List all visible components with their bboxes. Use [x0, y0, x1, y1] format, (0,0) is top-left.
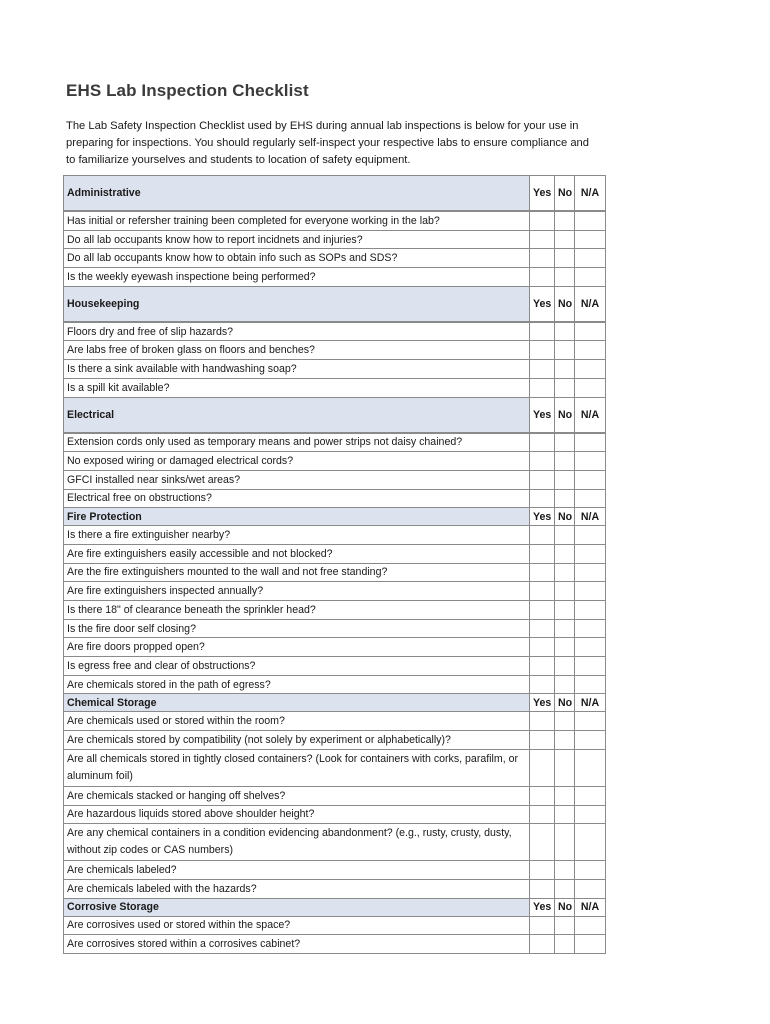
- section-title: Fire Protection: [64, 508, 530, 526]
- no-checkbox-cell[interactable]: [555, 582, 575, 601]
- yes-checkbox-cell[interactable]: [530, 786, 555, 805]
- no-checkbox-cell[interactable]: [555, 657, 575, 676]
- no-checkbox-cell[interactable]: [555, 341, 575, 360]
- yes-checkbox-cell[interactable]: [530, 601, 555, 620]
- checklist-item-row: [64, 470, 606, 489]
- na-checkbox-cell[interactable]: [575, 657, 606, 676]
- na-checkbox-cell[interactable]: [575, 861, 606, 880]
- yes-column-header: Yes: [530, 508, 555, 526]
- page-title: EHS Lab Inspection Checklist: [66, 81, 309, 100]
- no-checkbox-cell[interactable]: [555, 563, 575, 582]
- no-checkbox-cell[interactable]: [555, 249, 575, 268]
- checklist-item-row: [64, 526, 606, 545]
- no-checkbox-cell[interactable]: [555, 731, 575, 750]
- na-checkbox-cell[interactable]: [575, 563, 606, 582]
- checklist-question: Do all lab occupants know how to report incidnets and injuries?: [64, 230, 530, 249]
- checklist-item-row: [64, 601, 606, 620]
- checklist-item-row: [64, 268, 606, 287]
- checklist-item-row: [64, 230, 606, 249]
- checklist-item-row: [64, 378, 606, 397]
- yes-checkbox-cell[interactable]: [530, 544, 555, 563]
- na-checkbox-cell[interactable]: [575, 786, 606, 805]
- na-checkbox-cell[interactable]: [575, 712, 606, 731]
- checklist-item-row: [64, 749, 606, 786]
- no-checkbox-cell[interactable]: [555, 433, 575, 452]
- na-checkbox-cell[interactable]: [575, 470, 606, 489]
- checklist-question: Are hazardous liquids stored above shoulder height?: [64, 805, 530, 824]
- no-checkbox-cell[interactable]: [555, 526, 575, 545]
- na-checkbox-cell[interactable]: [575, 916, 606, 935]
- checklist-question: Extension cords only used as temporary means and power strips not daisy chained?: [64, 433, 530, 452]
- yes-checkbox-cell[interactable]: [530, 249, 555, 268]
- no-checkbox-cell[interactable]: [555, 230, 575, 249]
- na-checkbox-cell[interactable]: [575, 489, 606, 508]
- checklist-item-row: [64, 563, 606, 582]
- inspection-checklist-table: [63, 175, 606, 954]
- checklist-item-row: [64, 916, 606, 935]
- na-checkbox-cell[interactable]: [575, 452, 606, 471]
- na-checkbox-cell[interactable]: [575, 526, 606, 545]
- checklist-item-row: [64, 619, 606, 638]
- no-checkbox-cell[interactable]: [555, 712, 575, 731]
- no-column-header: No: [555, 694, 575, 712]
- checklist-question: Are any chemical containers in a condition evidencing abandonment? (e.g., rusty, crusty, dusty, without zip codes or CAS numbers): [64, 824, 530, 861]
- checklist-question: GFCI installed near sinks/wet areas?: [64, 470, 530, 489]
- no-checkbox-cell[interactable]: [555, 489, 575, 508]
- yes-checkbox-cell[interactable]: [530, 935, 555, 954]
- checklist-question: Do all lab occupants know how to obtain info such as SOPs and SDS?: [64, 249, 530, 268]
- checklist-item-row: [64, 786, 606, 805]
- no-column-header: No: [555, 286, 575, 322]
- na-checkbox-cell[interactable]: [575, 731, 606, 750]
- checklist-question: Are fire extinguishers inspected annually?: [64, 582, 530, 601]
- yes-checkbox-cell[interactable]: [530, 712, 555, 731]
- checklist-item-row: [64, 544, 606, 563]
- no-checkbox-cell[interactable]: [555, 268, 575, 287]
- no-checkbox-cell[interactable]: [555, 211, 575, 230]
- yes-checkbox-cell[interactable]: [530, 731, 555, 750]
- checklist-question: Are all chemicals stored in tightly closed containers? (Look for containers with corks, parafilm, or aluminum foil): [64, 749, 530, 786]
- na-checkbox-cell[interactable]: [575, 675, 606, 694]
- checklist-question: Are fire doors propped open?: [64, 638, 530, 657]
- no-checkbox-cell[interactable]: [555, 638, 575, 657]
- no-column-header: No: [555, 397, 575, 433]
- no-checkbox-cell[interactable]: [555, 619, 575, 638]
- na-column-header: N/A: [575, 508, 606, 526]
- checklist-item-row: [64, 824, 606, 861]
- na-checkbox-cell[interactable]: [575, 322, 606, 341]
- na-checkbox-cell[interactable]: [575, 879, 606, 898]
- yes-checkbox-cell[interactable]: [530, 657, 555, 676]
- section-header-row: [64, 176, 606, 212]
- yes-checkbox-cell[interactable]: [530, 824, 555, 861]
- checklist-question: Are chemicals labeled with the hazards?: [64, 879, 530, 898]
- yes-checkbox-cell[interactable]: [530, 470, 555, 489]
- checklist-question: Is there a sink available with handwashing soap?: [64, 360, 530, 379]
- section-title: Electrical: [64, 397, 530, 433]
- na-checkbox-cell[interactable]: [575, 749, 606, 786]
- checklist-item-row: [64, 452, 606, 471]
- yes-checkbox-cell[interactable]: [530, 879, 555, 898]
- yes-checkbox-cell[interactable]: [530, 489, 555, 508]
- checklist-item-row: [64, 582, 606, 601]
- na-checkbox-cell[interactable]: [575, 805, 606, 824]
- yes-checkbox-cell[interactable]: [530, 452, 555, 471]
- section-title: Housekeeping: [64, 286, 530, 322]
- checklist-item-row: [64, 861, 606, 880]
- yes-column-header: Yes: [530, 176, 555, 212]
- checklist-item-row: [64, 322, 606, 341]
- yes-checkbox-cell[interactable]: [530, 563, 555, 582]
- checklist-question: Are chemicals stacked or hanging off shelves?: [64, 786, 530, 805]
- yes-checkbox-cell[interactable]: [530, 619, 555, 638]
- checklist-question: Are the fire extinguishers mounted to the wall and not free standing?: [64, 563, 530, 582]
- yes-checkbox-cell[interactable]: [530, 341, 555, 360]
- no-column-header: No: [555, 898, 575, 916]
- yes-checkbox-cell[interactable]: [530, 749, 555, 786]
- checklist-question: Is there a fire extinguisher nearby?: [64, 526, 530, 545]
- no-checkbox-cell[interactable]: [555, 601, 575, 620]
- na-checkbox-cell[interactable]: [575, 824, 606, 861]
- na-checkbox-cell[interactable]: [575, 341, 606, 360]
- no-checkbox-cell[interactable]: [555, 322, 575, 341]
- section-title: Corrosive Storage: [64, 898, 530, 916]
- section-header-row: [64, 694, 606, 712]
- checklist-question: Is a spill kit available?: [64, 378, 530, 397]
- checklist-item-row: [64, 675, 606, 694]
- na-checkbox-cell[interactable]: [575, 360, 606, 379]
- checklist-item-row: [64, 341, 606, 360]
- yes-column-header: Yes: [530, 898, 555, 916]
- no-checkbox-cell[interactable]: [555, 935, 575, 954]
- checklist-question: Are chemicals stored by compatibility (not solely by experiment or alphabetically)?: [64, 731, 530, 750]
- yes-column-header: Yes: [530, 397, 555, 433]
- no-checkbox-cell[interactable]: [555, 879, 575, 898]
- na-column-header: N/A: [575, 898, 606, 916]
- yes-checkbox-cell[interactable]: [530, 861, 555, 880]
- no-checkbox-cell[interactable]: [555, 544, 575, 563]
- section-header-row: [64, 508, 606, 526]
- checklist-question: Is the weekly eyewash inspectione being performed?: [64, 268, 530, 287]
- na-column-header: N/A: [575, 176, 606, 212]
- checklist-item-row: [64, 433, 606, 452]
- checklist-item-row: [64, 638, 606, 657]
- na-checkbox-cell[interactable]: [575, 619, 606, 638]
- yes-checkbox-cell[interactable]: [530, 322, 555, 341]
- yes-checkbox-cell[interactable]: [530, 638, 555, 657]
- checklist-question: No exposed wiring or damaged electrical cords?: [64, 452, 530, 471]
- section-title: Chemical Storage: [64, 694, 530, 712]
- yes-checkbox-cell[interactable]: [530, 582, 555, 601]
- yes-checkbox-cell[interactable]: [530, 211, 555, 230]
- na-checkbox-cell[interactable]: [575, 249, 606, 268]
- no-checkbox-cell[interactable]: [555, 452, 575, 471]
- no-checkbox-cell[interactable]: [555, 675, 575, 694]
- checklist-question: Are chemicals used or stored within the room?: [64, 712, 530, 731]
- section-title: Administrative: [64, 176, 530, 212]
- no-checkbox-cell[interactable]: [555, 824, 575, 861]
- checklist-item-row: [64, 935, 606, 954]
- checklist-item-row: [64, 879, 606, 898]
- yes-checkbox-cell[interactable]: [530, 805, 555, 824]
- no-checkbox-cell[interactable]: [555, 916, 575, 935]
- checklist-item-row: [64, 657, 606, 676]
- na-checkbox-cell[interactable]: [575, 601, 606, 620]
- na-checkbox-cell[interactable]: [575, 230, 606, 249]
- no-checkbox-cell[interactable]: [555, 360, 575, 379]
- no-column-header: No: [555, 176, 575, 212]
- checklist-question: Are fire extinguishers easily accessible and not blocked?: [64, 544, 530, 563]
- na-checkbox-cell[interactable]: [575, 433, 606, 452]
- yes-checkbox-cell[interactable]: [530, 378, 555, 397]
- checklist-item-row: [64, 360, 606, 379]
- yes-checkbox-cell[interactable]: [530, 675, 555, 694]
- yes-checkbox-cell[interactable]: [530, 360, 555, 379]
- na-checkbox-cell[interactable]: [575, 582, 606, 601]
- checklist-item-row: [64, 489, 606, 508]
- yes-checkbox-cell[interactable]: [530, 230, 555, 249]
- checklist-question: Are corrosives used or stored within the space?: [64, 916, 530, 935]
- no-checkbox-cell[interactable]: [555, 786, 575, 805]
- na-column-header: N/A: [575, 694, 606, 712]
- na-checkbox-cell[interactable]: [575, 268, 606, 287]
- checklist-question: Floors dry and free of slip hazards?: [64, 322, 530, 341]
- yes-checkbox-cell[interactable]: [530, 268, 555, 287]
- na-checkbox-cell[interactable]: [575, 935, 606, 954]
- no-checkbox-cell[interactable]: [555, 378, 575, 397]
- intro-paragraph: The Lab Safety Inspection Checklist used by EHS during annual lab inspections is below for your use in preparing for inspections. You should regularly self-inspect your respective labs to ensure compliance and to familiarize yourselves and students to location of safety equipment.: [66, 120, 590, 166]
- no-checkbox-cell[interactable]: [555, 470, 575, 489]
- na-checkbox-cell[interactable]: [575, 211, 606, 230]
- na-checkbox-cell[interactable]: [575, 378, 606, 397]
- checklist-question: Is egress free and clear of obstructions?: [64, 657, 530, 676]
- no-checkbox-cell[interactable]: [555, 861, 575, 880]
- checklist-question: Are corrosives stored within a corrosives cabinet?: [64, 935, 530, 954]
- na-checkbox-cell[interactable]: [575, 544, 606, 563]
- section-header-row: [64, 286, 606, 322]
- checklist-item-row: [64, 731, 606, 750]
- yes-checkbox-cell[interactable]: [530, 526, 555, 545]
- checklist-body: [64, 176, 606, 954]
- checklist-item-row: [64, 805, 606, 824]
- yes-column-header: Yes: [530, 694, 555, 712]
- checklist-question: Are labs free of broken glass on floors and benches?: [64, 341, 530, 360]
- section-header-row: [64, 397, 606, 433]
- yes-column-header: Yes: [530, 286, 555, 322]
- checklist-question: Has initial or refersher training been completed for everyone working in the lab?: [64, 211, 530, 230]
- checklist-item-row: [64, 249, 606, 268]
- checklist-question: Is there 18" of clearance beneath the sprinkler head?: [64, 601, 530, 620]
- checklist-question: Are chemicals stored in the path of egress?: [64, 675, 530, 694]
- na-checkbox-cell[interactable]: [575, 638, 606, 657]
- no-column-header: No: [555, 508, 575, 526]
- na-column-header: N/A: [575, 286, 606, 322]
- checklist-question: Is the fire door self closing?: [64, 619, 530, 638]
- checklist-item-row: [64, 712, 606, 731]
- yes-checkbox-cell[interactable]: [530, 433, 555, 452]
- yes-checkbox-cell[interactable]: [530, 916, 555, 935]
- checklist-item-row: [64, 211, 606, 230]
- checklist-question: Electrical free on obstructions?: [64, 489, 530, 508]
- no-checkbox-cell[interactable]: [555, 749, 575, 786]
- section-header-row: [64, 898, 606, 916]
- checklist-question: Are chemicals labeled?: [64, 861, 530, 880]
- na-column-header: N/A: [575, 397, 606, 433]
- no-checkbox-cell[interactable]: [555, 805, 575, 824]
